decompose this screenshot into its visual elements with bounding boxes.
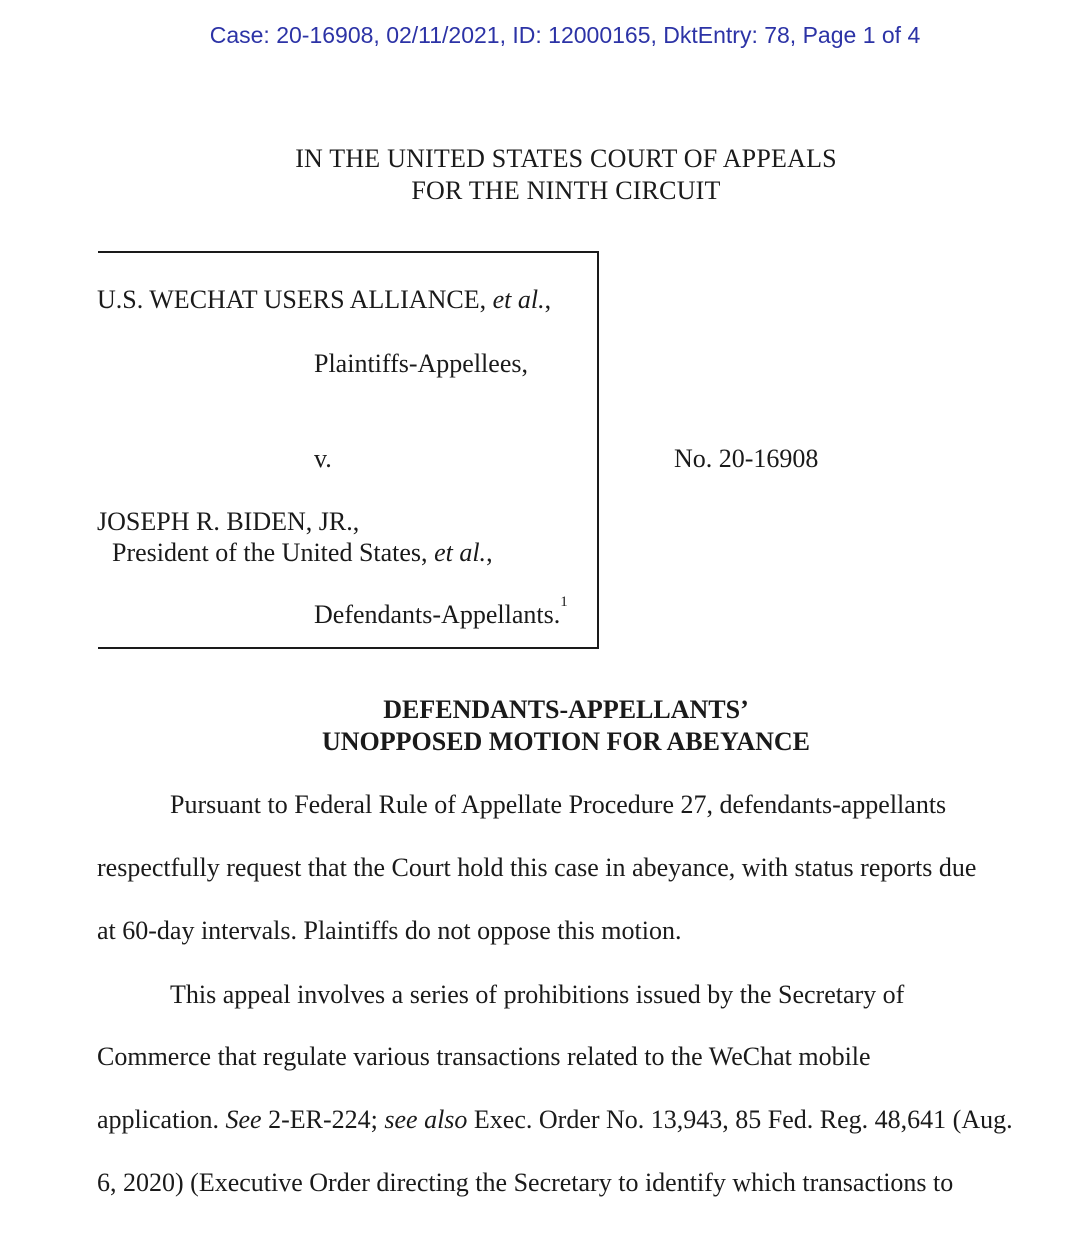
body-line: This appeal involves a series of prohibitions issued by the Secretary of: [170, 980, 905, 1009]
plaintiff-role: Plaintiffs-Appellees,: [314, 349, 528, 378]
court-heading: [0, 143, 1080, 207]
plaintiff-name: U.S. WECHAT USERS ALLIANCE, et al.,: [97, 285, 552, 314]
motion-title-line-1: DEFENDANTS-APPELLANTS’: [383, 695, 749, 724]
body-line: Pursuant to Federal Rule of Appellate Procedure 27, defendants-appellants: [170, 790, 947, 819]
citation-signal-see-also: see also: [384, 1105, 468, 1134]
body-line: 6, 2020) (Executive Order directing the Secretary to identify which transactions to: [97, 1168, 954, 1197]
body-line: Commerce that regulate various transactions related to the WeChat mobile: [97, 1042, 871, 1071]
motion-title: [0, 694, 1080, 758]
citation-signal-see: See: [225, 1105, 262, 1134]
defendant-title: President of the United States, et al.,: [112, 538, 493, 567]
court-heading-line-2: FOR THE NINTH CIRCUIT: [411, 176, 721, 205]
defendant-role: Defendants-Appellants.$^1$: [314, 594, 568, 629]
versus: v.: [314, 444, 332, 473]
body-line: application. See 2-ER-224; see also Exec. Order No. 13,943, 85 Fed. Reg. 48,641 (Aug.: [97, 1105, 1013, 1134]
body-line: at 60-day intervals. Plaintiffs do not oppose this motion.: [97, 916, 682, 945]
body-line: respectfully request that the Court hold this case in abeyance, with status reports due: [97, 853, 977, 882]
defendant-name: JOSEPH R. BIDEN, JR.,: [97, 507, 360, 536]
docket-stamp: Case: 20-16908, 02/11/2021, ID: 12000165, DktEntry: 78, Page 1 of 4: [209, 22, 921, 48]
court-heading-line-1: IN THE UNITED STATES COURT OF APPEALS: [295, 144, 837, 173]
motion-title-line-2: UNOPPOSED MOTION FOR ABEYANCE: [321, 727, 811, 756]
case-number: No. 20-16908: [674, 444, 819, 473]
footnote-reference[interactable]: 1: [560, 594, 568, 610]
